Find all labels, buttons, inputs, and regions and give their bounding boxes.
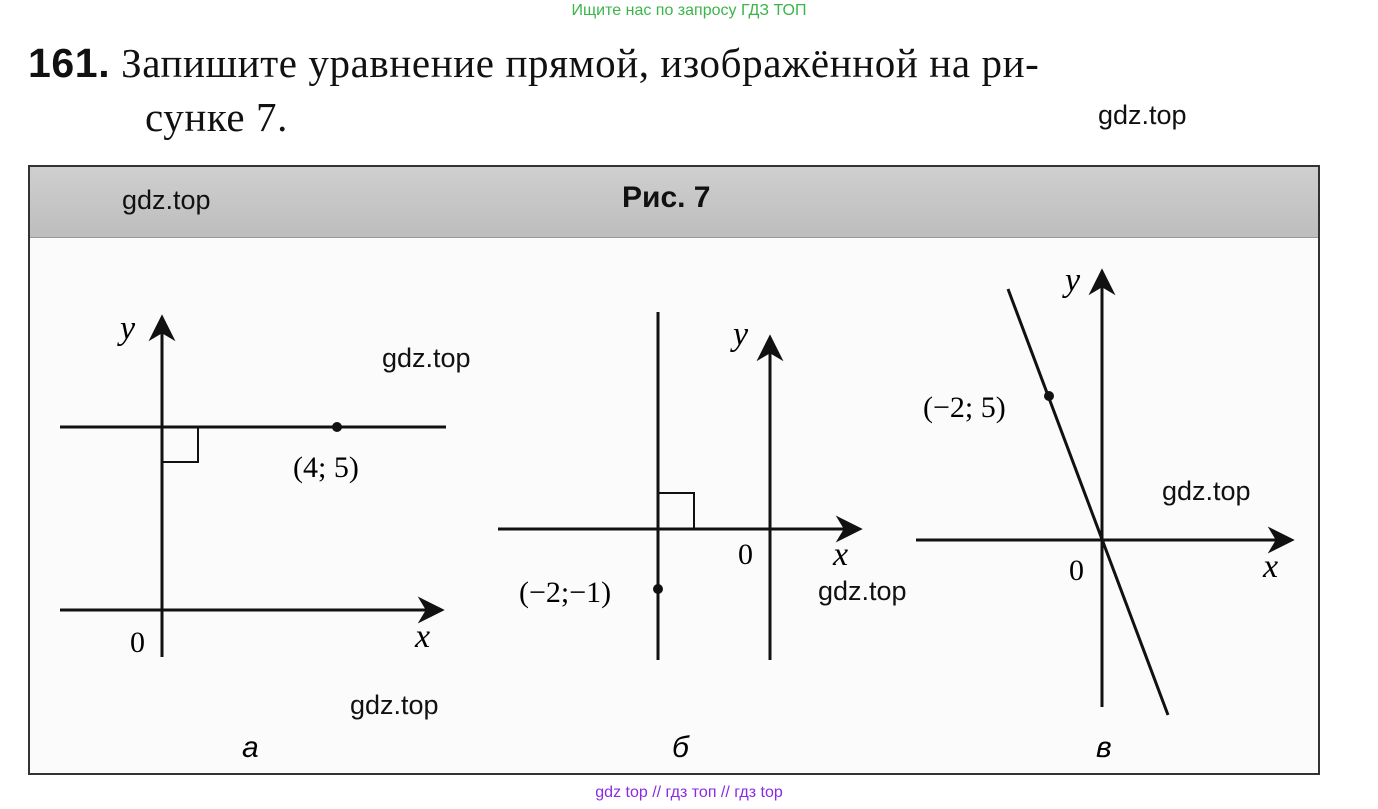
bottom-links[interactable]: gdz top // гдз топ // гдз top: [595, 784, 783, 801]
panel-b-right-angle: [658, 493, 694, 529]
watermark: gdz.top: [1162, 476, 1251, 506]
panel-a-point: [332, 422, 342, 432]
figure-7: [28, 165, 1320, 775]
problem-text-line2: сунке 7.: [145, 94, 288, 140]
figure-title: Рис. 7: [622, 181, 711, 214]
panel-b-y-label: y: [733, 316, 749, 353]
panel-b-point-label: (−2;−1): [519, 576, 612, 609]
watermark: gdz.top: [818, 576, 907, 606]
panel-c-line: [1008, 289, 1168, 715]
panel-a-right-angle: [162, 427, 198, 462]
problem-text-line1: Запишите уравнение прямой, изображённой на ри-: [121, 40, 1040, 86]
panel-c-origin-label: 0: [1069, 554, 1084, 587]
panel-b-origin-label: 0: [738, 538, 753, 571]
panel-a-origin-label: 0: [130, 626, 145, 659]
watermark: gdz.top: [382, 343, 471, 373]
watermark: gdz.top: [1098, 100, 1187, 130]
panel-a-x-label: x: [415, 618, 431, 655]
panel-c-y-label: y: [1065, 262, 1081, 299]
panel-b-x-label: x: [833, 536, 849, 573]
problem-number: 161.: [28, 40, 111, 86]
panel-a-caption: а: [242, 731, 259, 764]
panel-c-caption: в: [1096, 731, 1112, 764]
panel-b-caption: б: [672, 731, 689, 764]
top-search-hint-link[interactable]: Ищите нас по запросу ГДЗ ТОП: [571, 2, 807, 19]
panel-a-y-label: y: [120, 310, 136, 347]
watermark: gdz.top: [122, 185, 211, 215]
problem-statement: [28, 36, 1039, 144]
watermark: gdz.top: [350, 690, 439, 720]
panel-c-point-label: (−2; 5): [923, 391, 1006, 424]
coordinate-plots: [30, 167, 1320, 775]
panel-b-point: [653, 584, 663, 594]
panel-a-point-label: (4; 5): [293, 451, 359, 484]
panel-c-x-label: x: [1263, 548, 1279, 585]
panel-c-point: [1044, 391, 1054, 401]
